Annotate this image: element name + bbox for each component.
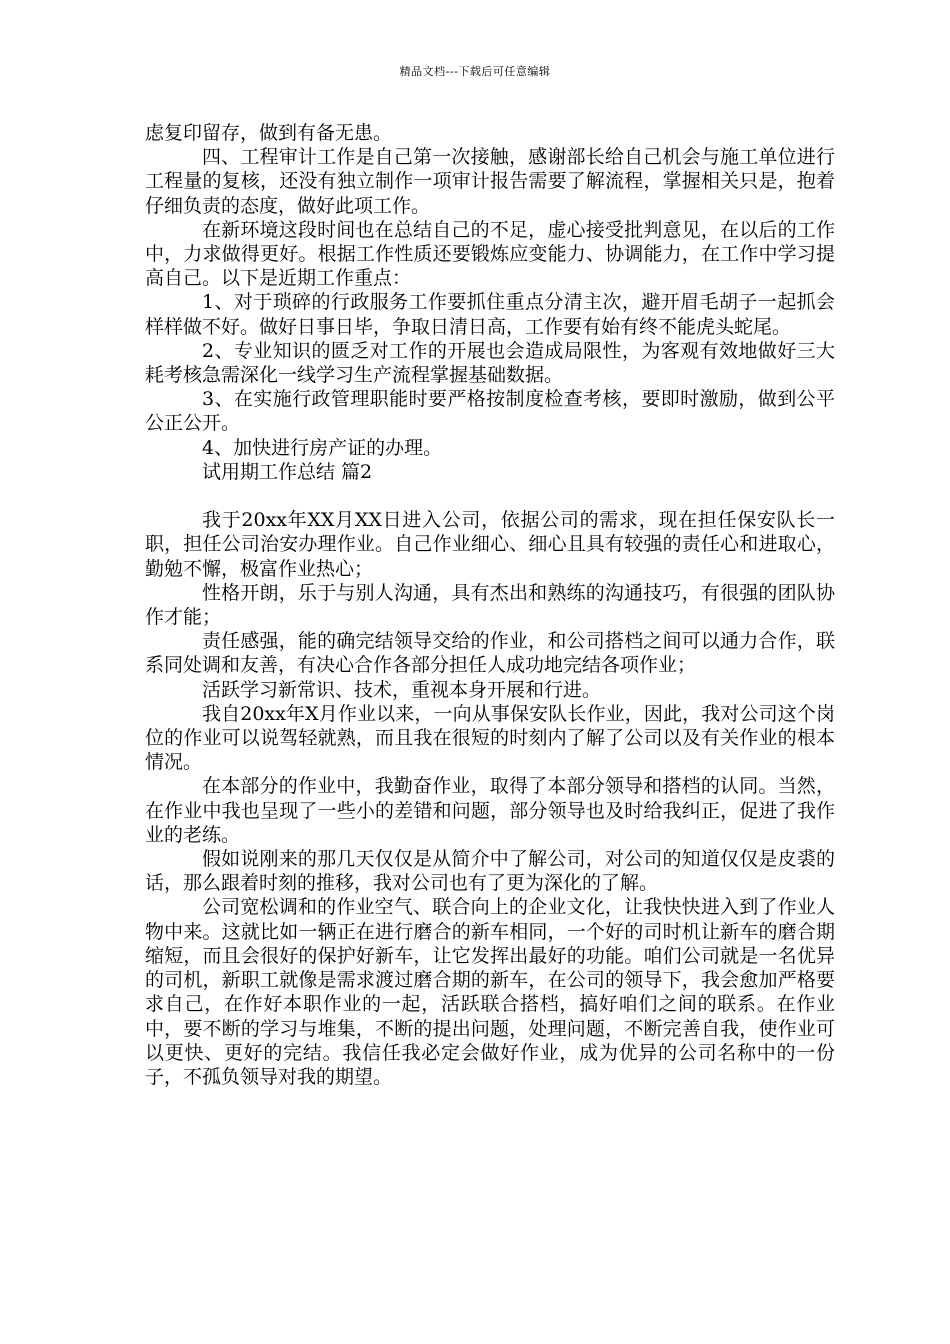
- list-item-3: 3、在实施行政管理职能时要严格按制度检查考核，要即时激励，做到公平公正公开。: [145, 388, 835, 435]
- paragraph-audit-work: 四、工程审计工作是自己第一次接触，感谢部长给自己机会与施工单位进行工程量的复核，还没有独立制作一项审计报告需要了解流程，掌握相关只是，抱着仔细负责的态度，做好此项工作。: [145, 146, 835, 217]
- document-body: [145, 121, 835, 1089]
- paragraph-culture: 公司宽松调和的作业空气、联合向上的企业文化，让我快快进入到了作业人物中来。这就比如一辆正在进行磨合的新车相同，一个好的司时机让新车的磨合期缩短，而且会很好的保护好新车，让它发挥出最好的功能。咱们公司就是一名优异的司机，新职工就像是需求渡过磨合期的新车，在公司的领导下，我会愈加严格要求自己，在作好本职作业的一起，活跃联合搭档，搞好咱们之间的联系。在作业中，要不断的学习与堆集，不断的提出问题，处理问题，不断完善自我，使作业可以更快、更好的完结。我信任我必定会做好作业，成为优异的公司名称中的一份子，不孤负领导对我的期望。: [145, 896, 835, 1088]
- paragraph-learning: 活跃学习新常识、技术，重视本身开展和行进。: [202, 678, 602, 701]
- paragraph-experience: 我自20xx年X月作业以来，一向从事保安队长作业，因此，我对公司这个岗位的作业可以说驾轻就熟，而且我在很短的时刻内了解了公司以及有关作业的根本情况。: [145, 702, 835, 774]
- page-header: 精品文档---下载后可任意编辑: [399, 65, 551, 78]
- list-item-1: 1、对于琐碎的行政服务工作要抓住重点分清主次，避开眉毛胡子一起抓会样样做不好。做好日事日毕，争取日清日高，工作要有始有终不能虎头蛇尾。: [145, 291, 835, 338]
- section-heading: 试用期工作总结 篇2: [202, 460, 373, 483]
- paragraph-personality: 性格开朗，乐于与别人沟通，具有杰出和熟练的沟通技巧，有很强的团队协作才能；: [145, 581, 835, 629]
- paragraph-self-review: 在新环境这段时间也在总结自己的不足，虚心接受批判意见，在以后的工作中，力求做得更好。根据工作性质还要锻炼应变能力、协调能力，在工作中学习提高自己。以下是近期工作重点：: [145, 218, 835, 290]
- paragraph-recognition: 在本部分的作业中，我勤奋作业，取得了本部分领导和搭档的认同。当然，在作业中我也呈现了一些小的差错和问题，部分领导也及时给我纠正，促进了我作业的老练。: [145, 775, 835, 846]
- paragraph-intro: 我于20xx年XX月XX日进入公司，依据公司的需求，现在担任保安队长一职，担任公司治安办理作业。自己作业细心、细心且具有较强的责任心和进取心，勤勉不懈，极富作业热心；: [145, 509, 835, 580]
- paragraph-continuation: 虑复印留存，做到有备无患。: [145, 122, 393, 144]
- list-item-2: 2、专业知识的匮乏对工作的开展也会造成局限性，为客观有效地做好三大耗考核急需深化一线学习生产流程掌握基础数据。: [145, 339, 835, 387]
- paragraph-understanding: 假如说刚来的那几天仅仅是从简介中了解公司，对公司的知道仅仅是皮裘的话，那么跟着时刻的推移，我对公司也有了更为深化的了解。: [145, 848, 835, 895]
- list-item-4: 4、加快进行房产证的办理。: [202, 436, 443, 459]
- blank-line: [145, 484, 835, 508]
- paragraph-responsibility: 责任感强，能的确完结领导交给的作业，和公司搭档之间可以通力合作，联系同处调和友善，有决心合作各部分担任人成功地完结各项作业；: [145, 630, 835, 677]
